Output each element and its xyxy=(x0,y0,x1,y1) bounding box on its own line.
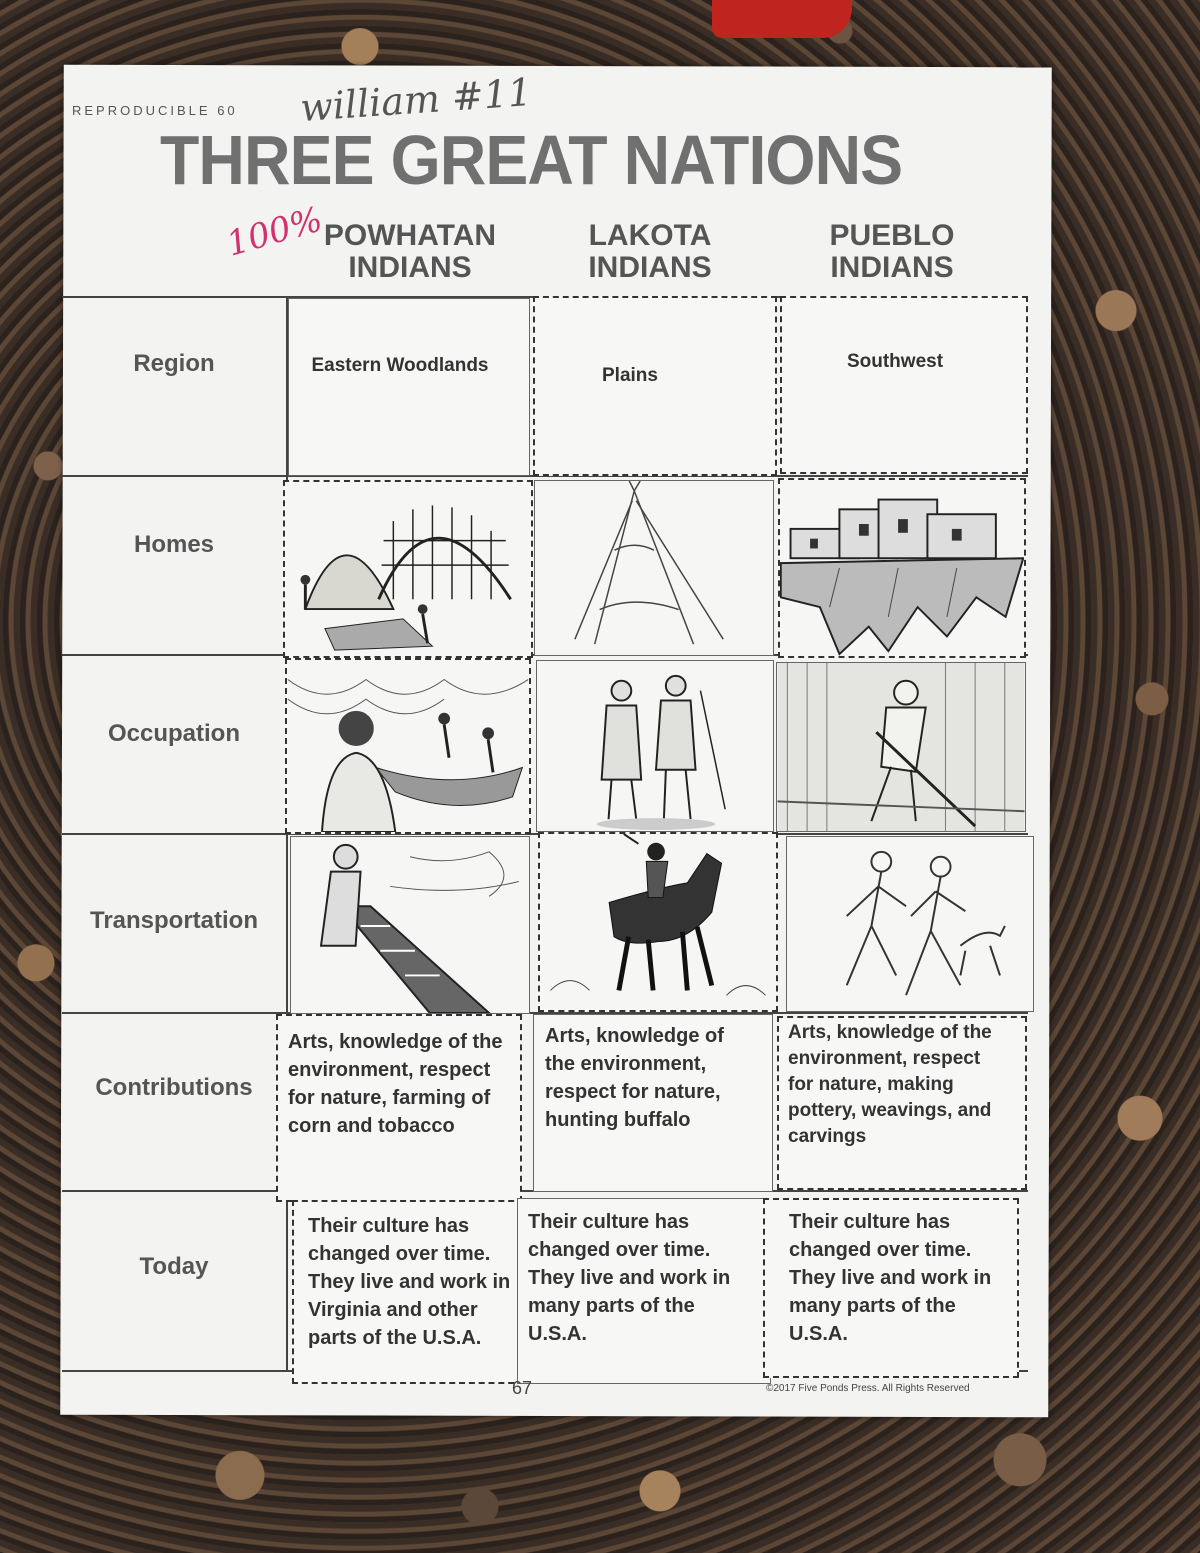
canoe-icon xyxy=(290,836,530,1014)
region-lakota: Plains xyxy=(602,365,658,386)
today-pueblo: Their culture has changed over time. They live and work in many parts of the U.S.A. xyxy=(789,1211,992,1345)
fishing-icon xyxy=(285,658,531,834)
handwritten-name: william #11 xyxy=(298,69,534,131)
region-pueblo: Southwest xyxy=(846,351,944,372)
today-lakota: Their culture has changed over time. They live and work in many parts of the U.S.A. xyxy=(528,1211,731,1345)
today-powhatan: Their culture has changed over time. They live and work in Virginia and other parts of the U.S.A. xyxy=(308,1215,511,1349)
pueblo-icon xyxy=(778,478,1026,658)
contribution-powhatan: Arts, knowledge of the environment, respect for nature, farming of corn and tobacco xyxy=(288,1031,503,1137)
hunters-icon xyxy=(536,660,774,832)
horse-rider-icon xyxy=(538,832,778,1012)
column-header-powhatan: POWHATAN INDIANS xyxy=(323,219,497,284)
tipi-icon xyxy=(534,480,774,656)
region-card xyxy=(780,296,1028,474)
page-number: 67 xyxy=(512,1378,533,1398)
row-label-today: Today xyxy=(139,1253,209,1280)
row-label-occupation: Occupation xyxy=(107,720,240,747)
contribution-lakota: Arts, knowledge of the environment, respect for nature, hunting buffalo xyxy=(545,1025,724,1131)
region-powhatan: Eastern Woodlands xyxy=(311,355,489,376)
region-card xyxy=(288,298,530,476)
grade-mark: 100% xyxy=(222,199,327,265)
row-label-transportation: Transportation xyxy=(89,907,258,934)
contribution-pueblo: Arts, knowledge of the environment, respect for nature, making pottery, weavings, and carvings xyxy=(788,1022,992,1147)
longhouse-icon xyxy=(283,480,533,658)
row-label-contributions: Contributions xyxy=(95,1074,253,1101)
reproducible-label: REPRODUCIBLE 60 xyxy=(72,103,238,118)
column-header-pueblo: PUEBLO INDIANS xyxy=(829,219,955,284)
row-label-region: Region xyxy=(133,350,215,377)
copyright-notice: ©2017 Five Ponds Press. All Rights Reserved xyxy=(766,1383,970,1394)
runners-icon xyxy=(786,836,1034,1012)
page-title: THREE GREAT NATIONS xyxy=(160,121,903,199)
row-label-homes: Homes xyxy=(133,531,215,558)
column-header-lakota: LAKOTA INDIANS xyxy=(588,219,712,284)
farming-icon xyxy=(776,662,1026,832)
red-object xyxy=(712,0,852,38)
